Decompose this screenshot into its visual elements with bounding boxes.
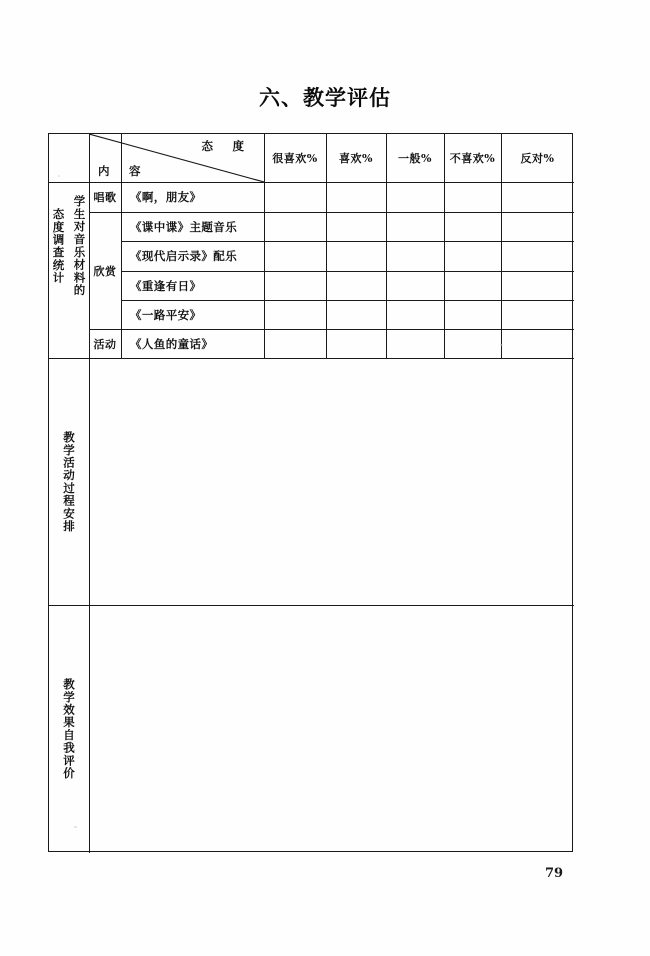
section-label-survey	[49, 134, 89, 358]
column-header-oppose: 反对%	[520, 152, 555, 165]
data-cell[interactable]	[326, 271, 386, 300]
data-cell[interactable]	[501, 212, 574, 241]
self-evaluation-body[interactable]	[121, 605, 574, 853]
data-cell[interactable]	[501, 182, 574, 212]
data-cell[interactable]	[386, 271, 444, 300]
section-label-teaching-process-text: 教学活动过程安排	[62, 430, 76, 533]
data-cell[interactable]	[386, 300, 444, 329]
section-label-survey-outer: 学生对音乐材料的	[72, 195, 87, 297]
section-label-self-evaluation-text: 教学效果自我评价	[62, 678, 76, 780]
data-cell[interactable]	[501, 300, 574, 329]
scan-artifact	[58, 175, 60, 177]
scan-artifact	[500, 344, 503, 346]
data-cell[interactable]	[444, 212, 501, 241]
data-cell[interactable]	[501, 271, 574, 300]
data-cell[interactable]	[444, 271, 501, 300]
data-cell[interactable]	[264, 300, 326, 329]
page-title: 六、教学评估	[259, 85, 391, 110]
data-cell[interactable]	[386, 241, 444, 271]
content-item-activity-1: 《人鱼的童话》	[130, 336, 214, 351]
category-label-activity: 活动	[93, 337, 117, 351]
data-cell[interactable]	[444, 329, 501, 358]
content-item-appreciation-1: 《谍中谍》主题音乐	[130, 219, 238, 234]
content-item-appreciation-4: 《一路平安》	[130, 307, 202, 322]
evaluation-table	[48, 133, 573, 852]
page-number: 79	[545, 866, 564, 881]
data-cell[interactable]	[326, 329, 386, 358]
teaching-process-body[interactable]	[121, 358, 574, 605]
data-cell[interactable]	[444, 241, 501, 271]
category-label-singing: 唱歌	[93, 191, 117, 204]
column-header-average: 一般%	[398, 152, 432, 165]
column-header-like: 喜欢%	[339, 152, 373, 165]
data-cell[interactable]	[326, 182, 386, 212]
data-cell[interactable]	[264, 212, 326, 241]
column-header-very-like: 很喜欢%	[272, 152, 318, 165]
section-label-teaching-process	[49, 358, 89, 605]
data-cell[interactable]	[264, 241, 326, 271]
content-item-appreciation-2: 《现代启示录》配乐	[130, 249, 238, 263]
data-cell[interactable]	[326, 241, 386, 271]
category-label-appreciation: 欣赏	[93, 264, 117, 278]
data-cell[interactable]	[264, 271, 326, 300]
data-cell[interactable]	[501, 241, 574, 271]
section-label-survey-inner: 态度调查统计	[51, 207, 66, 285]
content-item-singing-1: 《啊，朋友》	[130, 190, 202, 204]
column-header-dislike: 不喜欢%	[449, 152, 496, 165]
data-cell[interactable]	[501, 329, 574, 358]
data-cell[interactable]	[386, 329, 444, 358]
data-cell[interactable]	[444, 300, 501, 329]
data-cell[interactable]	[386, 182, 444, 212]
scan-artifact	[74, 826, 77, 828]
data-cell[interactable]	[444, 182, 501, 212]
data-cell[interactable]	[264, 182, 326, 212]
content-item-appreciation-3: 《重逢有日》	[130, 278, 202, 293]
header-content-label: 内 容	[98, 164, 145, 178]
data-cell[interactable]	[326, 212, 386, 241]
header-attitude-label: 态 度	[201, 139, 248, 153]
data-cell[interactable]	[264, 329, 326, 358]
header-diagonal-cell	[89, 134, 264, 182]
data-cell[interactable]	[326, 300, 386, 329]
data-cell[interactable]	[386, 212, 444, 241]
section-label-self-evaluation	[49, 605, 89, 853]
